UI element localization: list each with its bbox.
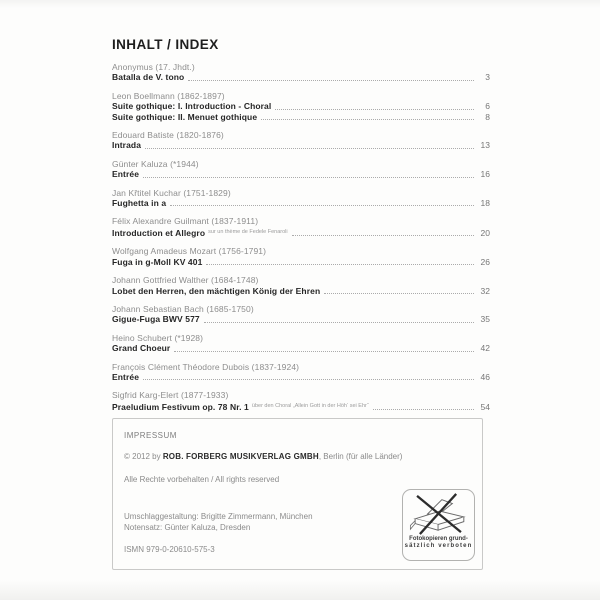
work-row: [112, 140, 490, 150]
dot-leader: [292, 235, 474, 236]
page-number: 8: [485, 111, 490, 122]
work-title: Suite gothique: I. Introduction - Choral: [112, 101, 272, 112]
composer-name: Félix Alexandre Guilmant (1837-1911): [112, 216, 259, 227]
work-row: [112, 372, 490, 382]
work-row: [112, 198, 490, 208]
work-subtitle: über den Choral „Allein Gott in der Höh‘ sei Ehr“: [251, 402, 369, 409]
composer-name: Jan Křtitel Kuchar (1751-1829): [112, 187, 231, 198]
work-row: [112, 227, 490, 238]
page-number: 26: [480, 256, 490, 267]
dot-leader: [170, 205, 474, 206]
work-title: Praeludium Festivum op. 78 Nr. 1: [112, 401, 249, 412]
work-title: Batalla de V. tono: [112, 72, 185, 83]
work-row: [112, 314, 490, 324]
page-number: 32: [480, 285, 490, 296]
page-number: 42: [480, 343, 490, 354]
composer-name: Edouard Batiste (1820-1876): [112, 130, 224, 141]
work-title: Entrée: [112, 371, 140, 382]
impressum-box: [112, 418, 483, 570]
work-title: Lobet den Herren, den mächtigen König der Ehren: [112, 285, 321, 296]
composer-name: Günter Kaluza (*1944): [112, 158, 199, 169]
work-title: Gigue-Fuga BWV 577: [112, 314, 200, 325]
work-row: [112, 169, 490, 179]
index-entry: [112, 390, 490, 412]
index-entry: [112, 362, 490, 383]
composer-name: Anonymus (17. Jhdt.): [112, 62, 195, 72]
no-photocopy-stamp: [402, 489, 475, 561]
composer-name: Johann Gottfried Walther (1684-1748): [112, 275, 259, 286]
work-title: Entrée: [112, 169, 140, 180]
credit-design: Umschlaggestaltung: Brigitte Zimmermann, München: [124, 512, 313, 521]
work-row: [112, 101, 490, 111]
dot-leader: [143, 177, 474, 178]
work-title: Intrada: [112, 140, 142, 151]
composer-name: Sigfrid Karg-Elert (1877-1933): [112, 390, 229, 401]
page-number: 16: [480, 169, 490, 180]
index-entry: [112, 275, 490, 296]
work-row: [112, 401, 490, 412]
page-number: 3: [485, 72, 490, 83]
copyright-suffix: , Berlin (für alle Länder): [318, 452, 403, 461]
work-row: [112, 257, 490, 267]
page-number: 54: [480, 401, 490, 412]
work-title: Fughetta in a: [112, 198, 167, 209]
work-row: [112, 286, 490, 296]
page-number: 6: [485, 101, 490, 112]
work-row: [112, 72, 490, 82]
ismn-number: ISMN 979-0-20610-575-3: [124, 545, 215, 554]
work-subtitle: sur un thème de Fedele Fenaroli: [208, 228, 288, 235]
copyright-line: [124, 452, 471, 461]
composer-name: Wolfgang Amadeus Mozart (1756-1791): [112, 246, 267, 257]
page-number: 13: [480, 140, 490, 151]
dot-leader: [145, 148, 474, 149]
composer-name: Heino Schubert (*1928): [112, 332, 204, 343]
dot-leader: [373, 409, 474, 410]
work-title: Fuga in g-Moll KV 401: [112, 256, 203, 267]
rights-line: Alle Rechte vorbehalten / All rights reserved: [124, 475, 280, 484]
index-entry: [112, 91, 490, 122]
dot-leader: [261, 119, 474, 120]
index-entry: [112, 246, 490, 267]
composer-name: Johann Sebastian Bach (1685-1750): [112, 303, 254, 314]
stamp-line1: Fotokopieren grund-: [409, 536, 468, 542]
index-entry: [112, 304, 490, 325]
copyright-prefix: © 2012 by: [124, 452, 163, 461]
index-entry: [112, 216, 490, 238]
index-entry: [112, 130, 490, 151]
composer-name: François Clément Théodore Dubois (1837-1924): [112, 361, 300, 372]
page-number: 18: [480, 198, 490, 209]
credit-engraving: Notensatz: Günter Kaluza, Dresden: [124, 523, 251, 532]
dot-leader: [188, 80, 474, 81]
dot-leader: [206, 264, 474, 265]
composer-name: Leon Boellmann (1862-1897): [112, 90, 225, 101]
index-list: [112, 62, 490, 412]
dot-leader: [143, 379, 474, 380]
work-title: Suite gothique: II. Menuet gothique: [112, 111, 258, 122]
stamp-line2: sätzlich verboten: [404, 543, 473, 549]
dot-leader: [174, 351, 474, 352]
index-entry: [112, 159, 490, 180]
index-entry: [112, 62, 490, 83]
page-number: 20: [480, 227, 490, 238]
dot-leader: [324, 293, 474, 294]
stamp-text: [405, 536, 473, 550]
work-row: [112, 112, 490, 122]
publisher-name: ROB. FORBERG MUSIKVERLAG GMBH: [162, 452, 319, 461]
page-number: 46: [480, 371, 490, 382]
index-page: [112, 38, 490, 420]
page-title: INHALT / INDEX: [112, 37, 219, 52]
dot-leader: [275, 109, 474, 110]
dot-leader: [204, 322, 474, 323]
impressum-heading: IMPRESSUM: [124, 431, 177, 440]
index-entry: [112, 333, 490, 354]
work-title: Introduction et Allegro: [112, 227, 206, 238]
page-number: 35: [480, 314, 490, 325]
work-row: [112, 343, 490, 353]
work-title: Grand Choeur: [112, 343, 171, 354]
index-entry: [112, 188, 490, 209]
no-photocopying-icon: [408, 493, 470, 535]
